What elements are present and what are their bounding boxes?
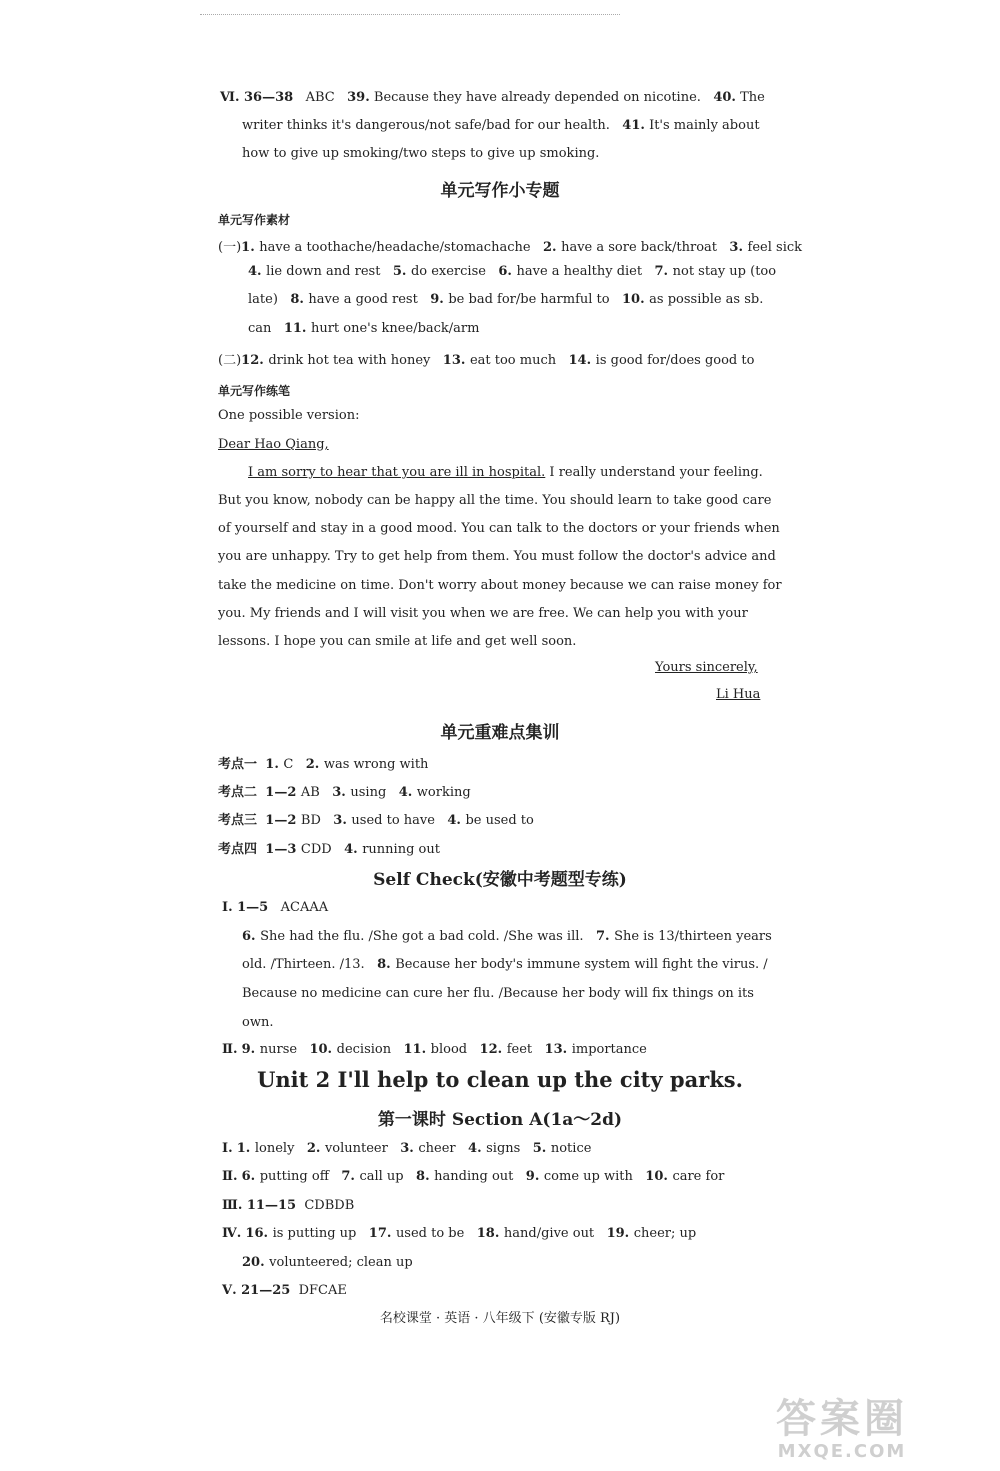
answer-text: working	[416, 785, 471, 800]
answer-item	[545, 1042, 647, 1057]
sec6-line3-text: how to give up smoking/two steps to give up smoking.	[242, 146, 600, 161]
answer-num: 5.	[532, 1141, 551, 1156]
answer-text: have a healthy diet	[516, 264, 643, 279]
writing-title: 单元写作小专题	[440, 181, 560, 201]
answer-num: 8.	[377, 957, 396, 972]
answer-text: She had the flu. /She got a bad cold. /She was ill.	[260, 929, 584, 944]
answer-text: used to have	[351, 813, 435, 828]
answer-item	[307, 1141, 388, 1156]
u2-label: Ⅳ.	[222, 1226, 242, 1241]
answer-num: 19.	[606, 1226, 634, 1241]
answer-text: nurse	[259, 1042, 298, 1057]
answer-num: 4.	[447, 813, 466, 828]
answer-text: feet	[506, 1042, 533, 1057]
sec6-label: Ⅵ. 36—38	[220, 90, 294, 105]
kp-row	[218, 838, 440, 857]
answer-item	[306, 757, 429, 772]
letter-line: take the medicine on time. Don't worry about money because we can raise money for	[218, 578, 782, 593]
answer-text: CDBDB	[304, 1198, 355, 1213]
u2-items	[242, 1169, 725, 1184]
answer-item	[245, 1226, 356, 1241]
answer-item	[242, 929, 584, 944]
g2-prefix: (二)	[218, 353, 242, 368]
unit2-title: Unit 2 I'll help to clean up the city parks.	[257, 1067, 743, 1092]
answer-item	[241, 240, 530, 255]
g1-line-4	[248, 321, 479, 336]
s1-label: Ⅰ. 1—5	[222, 900, 269, 915]
selfcheck-title: Self Check(安徽中考题型专练)	[373, 870, 627, 890]
answer-item	[533, 1141, 592, 1156]
answer-text: come up with	[543, 1169, 633, 1184]
s1-line-5	[242, 1015, 273, 1030]
answer-item	[242, 1255, 413, 1270]
answer-num: 1—2	[265, 785, 301, 800]
answer-text: be bad for/be harmful to	[448, 292, 610, 307]
answer-num: 4.	[248, 264, 267, 279]
answer-num: 12.	[479, 1042, 507, 1057]
answer-item	[543, 240, 717, 255]
watermark-big: 答案圈	[776, 1396, 908, 1442]
u2-items	[245, 1226, 696, 1241]
answer-item	[290, 292, 418, 307]
answer-item	[332, 785, 386, 800]
u2-label: Ⅴ. 21—25	[222, 1283, 291, 1298]
answer-text: notice	[550, 1141, 592, 1156]
answer-text: importance	[571, 1042, 647, 1057]
answer-item	[416, 1169, 513, 1184]
practice-label: 单元写作练笔	[218, 384, 291, 398]
answer-text: can	[248, 321, 272, 336]
s1-items	[242, 986, 754, 1001]
answer-text: cheer	[418, 1141, 456, 1156]
answer-num: 6.	[242, 929, 261, 944]
kp-items	[265, 813, 534, 828]
s1-line-4	[242, 986, 754, 1001]
answer-num: 2.	[305, 757, 324, 772]
answer-item	[369, 1226, 465, 1241]
answer-text: Because her body's immune system will fight the virus. /	[395, 957, 768, 972]
answer-item	[237, 1141, 295, 1156]
answer-text: was wrong with	[323, 757, 429, 772]
answer-num: 10.	[309, 1042, 337, 1057]
answer-item	[299, 1283, 347, 1298]
g1-items	[241, 240, 802, 255]
answer-text: feel sick	[747, 240, 803, 255]
answer-item	[242, 1015, 273, 1030]
sec6-line2	[242, 118, 760, 133]
answer-text: DFCAE	[298, 1283, 347, 1298]
letter-line: But you know, nobody can be happy all the time. You should learn to take good care	[218, 493, 772, 508]
answer-text: blood	[430, 1042, 468, 1057]
answer-num: 3.	[729, 240, 748, 255]
u2-label: Ⅲ. 11—15	[222, 1198, 297, 1213]
u2-items	[242, 1255, 413, 1270]
s2-label: Ⅱ.	[222, 1042, 238, 1057]
answer-item	[498, 264, 642, 279]
answer-text: using	[350, 785, 387, 800]
answer-num: 11.	[283, 321, 311, 336]
s1-line-2	[242, 929, 772, 944]
answer-item	[242, 986, 754, 1001]
answer-num: 7.	[654, 264, 673, 279]
answer-num: 4.	[344, 842, 363, 857]
answer-item	[242, 957, 365, 972]
answer-text: late)	[248, 292, 278, 307]
s1-line-3	[242, 957, 768, 972]
material-label: 单元写作素材	[218, 213, 291, 227]
answer-num: 1.	[236, 1141, 255, 1156]
answer-item	[248, 321, 271, 336]
answer-num: 8.	[290, 292, 309, 307]
g1-prefix: (一)	[218, 240, 242, 255]
answer-text: have a good rest	[308, 292, 418, 307]
u2-row	[222, 1141, 591, 1156]
answer-item	[399, 785, 471, 800]
answer-num: 3.	[400, 1141, 419, 1156]
answer-text: hurt one's knee/back/arm	[310, 321, 480, 336]
answer-text: hand/give out	[503, 1226, 595, 1241]
answer-text: running out	[362, 842, 440, 857]
u2-row	[222, 1198, 354, 1213]
answer-item	[333, 813, 435, 828]
answer-item	[377, 957, 768, 972]
letter-line: lessons. I hope you can smile at life and get well soon.	[218, 634, 577, 649]
answer-text: call up	[359, 1169, 404, 1184]
answer-num: 10.	[645, 1169, 673, 1184]
answer-text: eat too much	[469, 353, 557, 368]
answer-num: 3.	[333, 813, 352, 828]
letter-line: of yourself and stay in a good mood. You can talk to the doctors or your friends when	[218, 521, 780, 536]
answer-item	[526, 1169, 633, 1184]
answer-item	[430, 292, 609, 307]
kp-row	[218, 753, 428, 772]
answer-text: cheer; up	[633, 1226, 697, 1241]
s1-line	[222, 900, 328, 915]
answer-num: 1.	[265, 757, 284, 772]
answer-text: She is 13/thirteen years	[614, 929, 772, 944]
answer-item	[265, 813, 321, 828]
kp-label: 考点三	[218, 813, 258, 828]
answer-text: lonely	[254, 1141, 295, 1156]
answer-text: decision	[336, 1042, 392, 1057]
letter-closing: Yours sincerely,	[655, 660, 758, 675]
answer-text: be used to	[465, 813, 534, 828]
s1-items	[242, 929, 772, 944]
watermark-logo	[722, 1396, 962, 1462]
answer-item	[596, 929, 772, 944]
answer-num: 7.	[595, 929, 615, 944]
answer-text: putting off	[259, 1169, 329, 1184]
answer-item	[569, 353, 755, 368]
answer-text: signs	[486, 1141, 521, 1156]
kp-label: 考点二	[218, 785, 258, 800]
answer-item	[447, 813, 534, 828]
answer-num: 2.	[542, 240, 562, 255]
s2-items	[242, 1042, 647, 1057]
answer-num: 11.	[403, 1042, 431, 1057]
s2-line	[222, 1042, 647, 1057]
kp-label: 考点四	[218, 842, 258, 857]
answer-num: 6.	[498, 264, 517, 279]
g1-line-2	[248, 264, 776, 279]
u2-label: Ⅰ.	[222, 1141, 233, 1156]
answer-text: is putting up	[272, 1226, 357, 1241]
answer-num: 1.	[241, 240, 260, 255]
answer-item	[468, 1141, 520, 1156]
answer-text: as possible as sb.	[649, 292, 764, 307]
letter-line-1	[248, 465, 763, 480]
answer-item	[607, 1226, 697, 1241]
sec6-line2-text: writer thinks it's dangerous/not safe/bad for our health.	[242, 118, 610, 133]
answer-item	[393, 264, 486, 279]
answer-text: volunteered; clean up	[269, 1255, 413, 1270]
letter-signature: Li Hua	[716, 687, 761, 702]
answer-num: 9.	[241, 1042, 260, 1057]
answer-num: 6.	[241, 1169, 260, 1184]
answer-text: BD	[300, 813, 321, 828]
answer-item	[480, 1042, 533, 1057]
answer-text: C	[283, 757, 294, 772]
letter-first-underlined: I am sorry to hear that you are ill in hospital.	[248, 465, 546, 480]
kp-items	[265, 785, 470, 800]
answer-num: 4.	[398, 785, 417, 800]
q40-start: The	[740, 90, 765, 105]
answer-num: 14.	[568, 353, 596, 368]
letter-line: you are unhappy. Try to get help from them. You must follow the doctor's advice and	[218, 549, 776, 564]
answer-item	[304, 1198, 354, 1213]
answer-num: 12.	[241, 353, 269, 368]
answer-item	[242, 1042, 297, 1057]
answer-text: care for	[672, 1169, 725, 1184]
answer-text: drink hot tea with honey	[268, 353, 431, 368]
watermark-small: MXQE.COM	[777, 1441, 907, 1462]
q41-start: It's mainly about	[649, 118, 760, 133]
u2-items	[237, 1141, 592, 1156]
answer-item	[645, 1169, 724, 1184]
answer-item	[265, 785, 320, 800]
answer-item	[284, 321, 480, 336]
answer-item	[309, 1042, 391, 1057]
letter-line: you. My friends and I will visit you when we are free. We can help you with your	[218, 606, 748, 621]
q41-num: 41.	[622, 118, 645, 133]
u2-row	[222, 1226, 696, 1241]
answer-text: Because no medicine can cure her flu. /Because her body will fix things on its	[242, 986, 754, 1001]
answer-num: 20.	[242, 1255, 270, 1270]
kp-row	[218, 809, 534, 828]
answer-num: 18.	[476, 1226, 504, 1241]
letter-greeting: Dear Hao Qiang,	[218, 437, 329, 452]
g2-items	[241, 353, 754, 368]
answer-item	[404, 1042, 468, 1057]
answer-item	[400, 1141, 455, 1156]
answer-num: 1—3	[265, 842, 301, 857]
s1-ans: ACAAA	[280, 900, 329, 915]
u2-items	[299, 1283, 347, 1298]
page-footer: 名校课堂 · 英语 · 八年级下 (安徽专版 RJ)	[379, 1311, 621, 1326]
answer-num: 1—2	[265, 813, 301, 828]
s1-items	[242, 1015, 273, 1030]
answer-text: old. /Thirteen. /13.	[242, 957, 365, 972]
answer-item	[265, 757, 293, 772]
g1-items	[248, 264, 776, 279]
answer-num: 5.	[392, 264, 411, 279]
answer-text: CDD	[300, 842, 332, 857]
g1-items	[248, 292, 763, 307]
letter-first-rest: I really understand your feeling.	[549, 465, 763, 480]
kp-label: 考点一	[218, 757, 258, 772]
answer-item	[265, 842, 331, 857]
answer-num: 13.	[544, 1042, 572, 1057]
kp-items	[265, 757, 428, 772]
q39-num: 39.	[347, 90, 370, 105]
sec6-line1	[220, 90, 765, 105]
answer-num: 2.	[306, 1141, 325, 1156]
answer-text: have a toothache/headache/stomachache	[259, 240, 531, 255]
answer-text: AB	[300, 785, 320, 800]
answer-num: 3.	[332, 785, 351, 800]
answer-item	[477, 1226, 594, 1241]
answer-text: used to be	[395, 1226, 465, 1241]
sec6-line3	[242, 146, 599, 161]
scan-noise	[200, 14, 620, 17]
answer-num: 7.	[341, 1169, 360, 1184]
answer-item	[729, 240, 802, 255]
g1-line-1	[218, 236, 802, 255]
lesson-title: 第一课时 Section A(1a～2d)	[377, 1110, 623, 1130]
answer-item	[248, 264, 380, 279]
answer-text: do exercise	[410, 264, 486, 279]
g2-line	[218, 349, 754, 368]
answer-item	[248, 292, 278, 307]
answer-text: not stay up (too	[672, 264, 777, 279]
u2-items	[304, 1198, 354, 1213]
answer-item	[655, 264, 777, 279]
answer-text: lie down and rest	[266, 264, 381, 279]
q40-num: 40.	[713, 90, 736, 105]
answer-text: own.	[242, 1015, 274, 1030]
u2-row	[222, 1283, 347, 1298]
answer-item	[341, 1169, 403, 1184]
version-label: One possible version:	[218, 408, 360, 423]
u2-row	[242, 1255, 413, 1270]
answer-text: is good for/does good to	[595, 353, 755, 368]
answer-num: 8.	[416, 1169, 435, 1184]
answer-num: 9.	[430, 292, 449, 307]
answer-num: 9.	[525, 1169, 544, 1184]
s1-items	[242, 957, 768, 972]
kp-items	[265, 842, 440, 857]
keypoints-title: 单元重难点集训	[440, 723, 560, 743]
answer-item	[344, 842, 440, 857]
answer-num: 17.	[368, 1226, 396, 1241]
g1-line-3	[248, 292, 763, 307]
kp-row	[218, 781, 471, 800]
sec6-ans: ABC	[305, 90, 335, 105]
q39-text: Because they have already depended on nicotine.	[373, 90, 701, 105]
answer-text: volunteer	[324, 1141, 388, 1156]
answer-item	[443, 353, 556, 368]
answer-item	[241, 353, 430, 368]
answer-text: handing out	[434, 1169, 514, 1184]
answer-num: 10.	[622, 292, 650, 307]
answer-item	[242, 1169, 329, 1184]
g1-items	[248, 321, 479, 336]
u2-row	[222, 1169, 724, 1184]
answer-num: 13.	[442, 353, 470, 368]
u2-label: Ⅱ.	[222, 1169, 238, 1184]
answer-num: 4.	[468, 1141, 487, 1156]
answer-num: 16.	[245, 1226, 273, 1241]
answer-item	[622, 292, 763, 307]
answer-text: have a sore back/throat	[561, 240, 718, 255]
